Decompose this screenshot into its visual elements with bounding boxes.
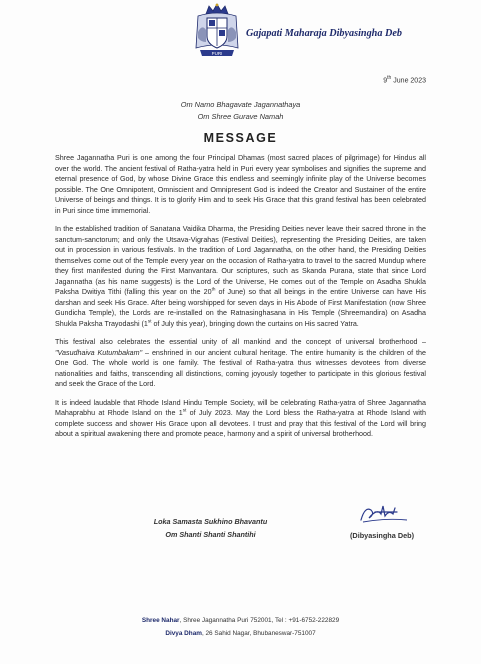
message-body xyxy=(55,153,426,448)
footer-address-2: Divya Dham, 26 Sahid Nagar, Bhubaneswar-751007 xyxy=(165,630,316,637)
invocation-line-2: Om Shree Gurave Namah xyxy=(197,112,284,121)
paragraph-1: Shree Jagannatha Puri is one among the four Principal Dhamas (most sacred places of pilgrimage) for Hindus all over the world. The ancient festival of Ratha-yatra held in Puri every year symbolises and signifies the supreme and eternal presence of God, by whose Divine Grace this endless and seemingly infinite play of the Universe becomes possible. The One Omnipotent, Omniscient and Omnipresent God is indeed the Creator and Sustainer of the entire Universe of beings and things. It is to glorify Him and to seek His Grace that this grand festival has been celebrated in Puri since time immemorial. xyxy=(55,154,426,215)
signer-name: (Dibyasingha Deb) xyxy=(350,531,415,540)
paragraph-3: This festival also celebrates the essential unity of all mankind and the concept of universal brotherhood – "Vasudhaiva Kutumbakam" – enshrined in our ancient cultural heritage. The entire humanity is the children of the One God. The whole world is one family. The festival of Ratha-yatra thus witnesses devotees from diverse nationalities and faiths, transcending all distinctions, coming joyously together to participate in this glorious festival and seek the Grace of the Lord. xyxy=(55,338,426,388)
footer-address-1: Shree Nahar, Shree Jagannatha Puri 752001, Tel : +91-6752-222829 xyxy=(141,617,340,624)
closing-blessing-1: Loka Samasta Sukhino Bhavantu xyxy=(153,517,268,526)
issuer-name: Gajapati Maharaja Dibyasingha Deb xyxy=(246,28,402,39)
paragraph-2: In the established tradition of Sanatana Vaidika Dharma, the Presiding Deities never leave their sacred throne in the sanctum-sanctorum; and only the Utsava-Vigrahas (Festival Deities), representing the Presiding Deities, are taken out in procession in various festivals. In the tradition of Lord Jagannatha, on the other hand, the Presiding Deities themselves come out of the Temple every year on the occasion of Ratha-yatra to travel to the sacred Mundup where they first manifested during the First Manvantara. Our scriptures, such as Skanda Purana, state that since Lord Jagannatha (as his name suggests) is the Lord of the Universe, He comes out of the Temple on Asadha Shukla Paksha Dwitiya Tithi (falling this year on the 20th of June) so that all beings in the entire Universe can have His darshan and seek His Grace. After being worshipped for seven days in His Abode of First Manifestation (now Shree Gundicha Temple), the Lords are re-installed on the Ratnasinghasana in His Temple (Shreemandira) on Asadha Shukla Paksha Trayodashi (1st of July this year), bringing down the curtains on His sacred Yatra. xyxy=(55,225,426,328)
handwritten-signature xyxy=(355,500,415,526)
paragraph-4: It is indeed laudable that Rhode Island Hindu Temple Society, will be celebrating Ratha-yatra of Shree Jagannatha Mahaprabhu at Rhode Island on the 1st of July 2023. May the Lord bless the Ratha-yatra at Rhode Island with complete success and shower His Grace upon all devotees. I trust and pray that this festival of the Lord will bring about a spiritual awakening there and promote peace, harmony and a spirit of universal brotherhood. xyxy=(55,398,426,438)
letter-date: 9th June 2023 xyxy=(383,75,426,85)
svg-text:PURI: PURI xyxy=(211,51,223,56)
crest-ribbon-label xyxy=(192,2,242,66)
invocation-line-1: Om Namo Bhagavate Jagannathaya xyxy=(180,100,301,109)
closing-blessing-2: Om Shanti Shanti Shantihi xyxy=(165,530,256,539)
message-heading: MESSAGE xyxy=(203,131,278,145)
